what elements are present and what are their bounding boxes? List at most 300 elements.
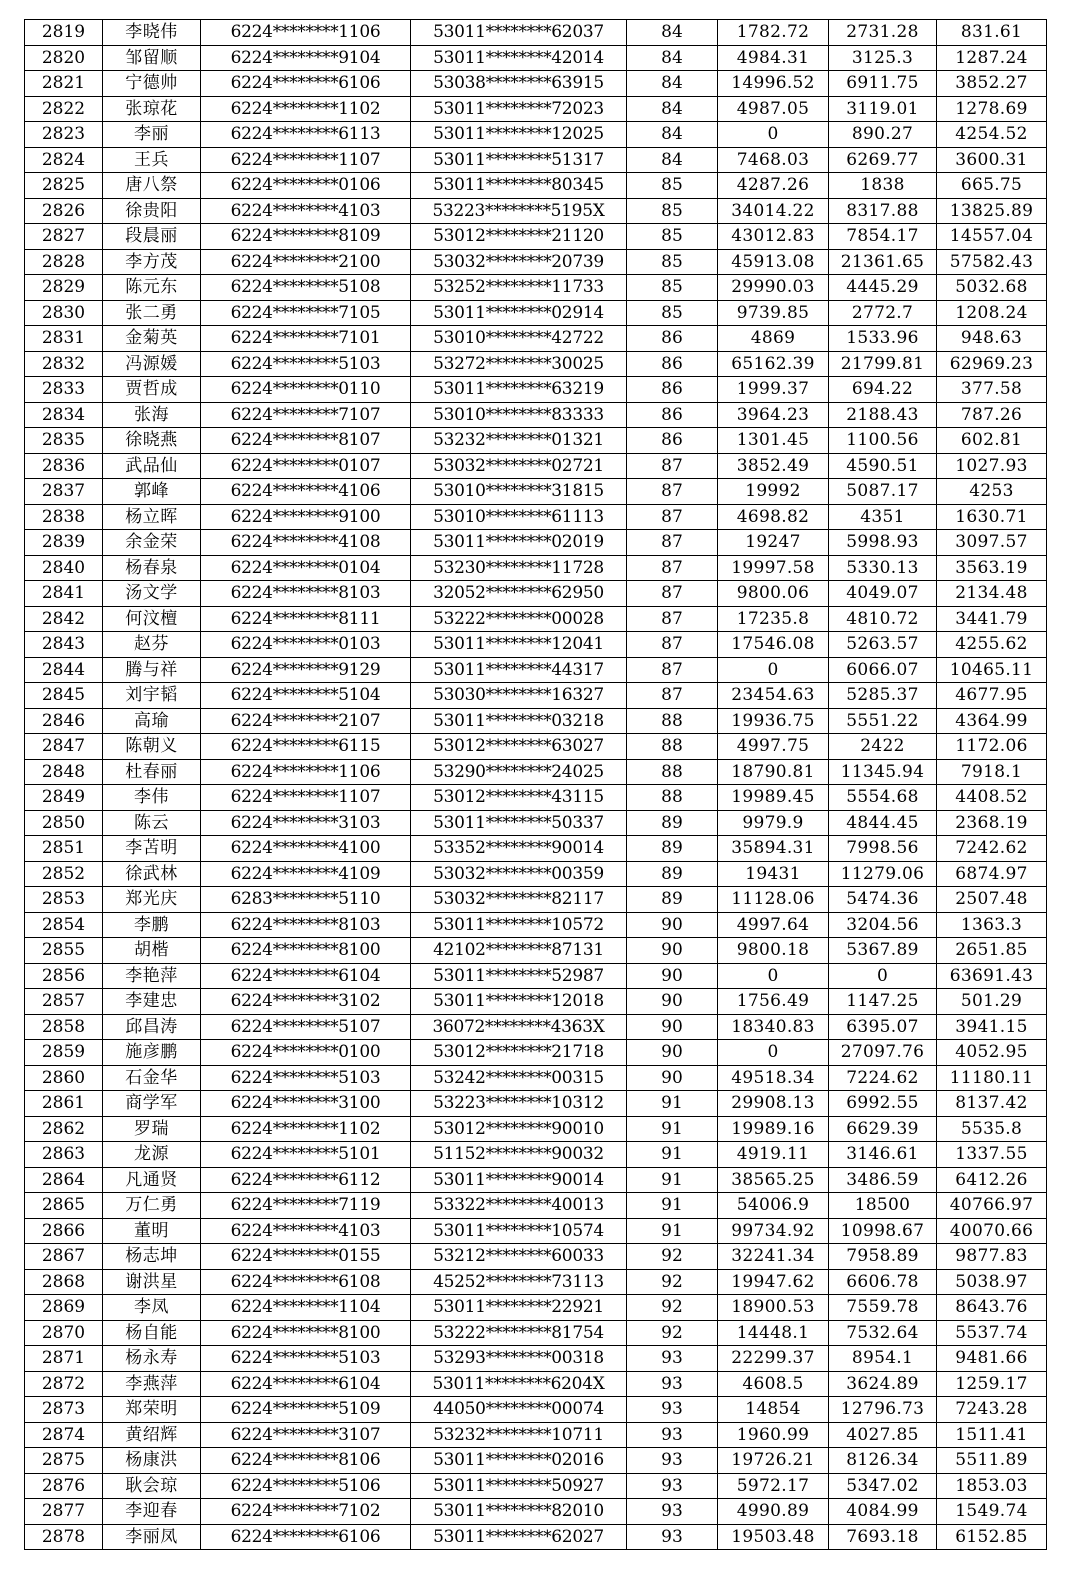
table-row [25,836,1047,862]
amount-2-cell: 6269.77 [829,147,937,173]
amount-3-cell: 6152.85 [937,1524,1047,1550]
name-cell: 武品仙 [103,453,201,479]
score-cell: 84 [627,147,718,173]
table-row [25,734,1047,760]
id-number-cell: 53010********42722 [411,326,627,352]
card-number-cell: 6224********8111 [201,606,411,632]
score-cell: 92 [627,1269,718,1295]
score-cell: 92 [627,1295,718,1321]
id-number-cell: 53011********6204X [411,1371,627,1397]
amount-3-cell: 1208.24 [937,300,1047,326]
id-number-cell: 53290********24025 [411,759,627,785]
score-cell: 85 [627,300,718,326]
amount-2-cell: 6911.75 [829,71,937,97]
table-row [25,1040,1047,1066]
amount-2-cell: 5998.93 [829,530,937,556]
seq-cell: 2853 [25,887,103,913]
name-cell: 陈元东 [103,275,201,301]
seq-cell: 2859 [25,1040,103,1066]
amount-2-cell: 2772.7 [829,300,937,326]
amount-2-cell: 8126.34 [829,1448,937,1474]
amount-2-cell: 1147.25 [829,989,937,1015]
id-number-cell: 53011********63219 [411,377,627,403]
card-number-cell: 6224********5103 [201,351,411,377]
amount-1-cell: 3852.49 [718,453,829,479]
card-number-cell: 6224********0106 [201,173,411,199]
card-number-cell: 6224********4109 [201,861,411,887]
table-row [25,938,1047,964]
card-number-cell: 6224********5107 [201,1014,411,1040]
seq-cell: 2843 [25,632,103,658]
card-number-cell: 6224********6113 [201,122,411,148]
card-number-cell: 6224********1106 [201,759,411,785]
card-number-cell: 6224********7101 [201,326,411,352]
card-number-cell: 6224********5108 [201,275,411,301]
amount-3-cell: 3600.31 [937,147,1047,173]
id-number-cell: 53011********02016 [411,1448,627,1474]
table-row [25,402,1047,428]
table-row [25,708,1047,734]
amount-2-cell: 2731.28 [829,20,937,46]
amount-2-cell: 5263.57 [829,632,937,658]
card-number-cell: 6224********8100 [201,938,411,964]
score-cell: 87 [627,632,718,658]
table-row [25,1295,1047,1321]
table-row [25,785,1047,811]
amount-1-cell: 18790.81 [718,759,829,785]
table-row [25,1448,1047,1474]
amount-3-cell: 1337.55 [937,1142,1047,1168]
score-cell: 86 [627,377,718,403]
amount-3-cell: 7242.62 [937,836,1047,862]
id-number-cell: 53011********22921 [411,1295,627,1321]
amount-3-cell: 8643.76 [937,1295,1047,1321]
seq-cell: 2845 [25,683,103,709]
seq-cell: 2847 [25,734,103,760]
seq-cell: 2849 [25,785,103,811]
amount-1-cell: 4990.89 [718,1499,829,1525]
name-cell: 邱昌涛 [103,1014,201,1040]
name-cell: 商学军 [103,1091,201,1117]
table-row [25,963,1047,989]
name-cell: 陈朝义 [103,734,201,760]
amount-3-cell: 4364.99 [937,708,1047,734]
seq-cell: 2876 [25,1473,103,1499]
amount-1-cell: 14448.1 [718,1320,829,1346]
amount-2-cell: 21799.81 [829,351,937,377]
table-row [25,453,1047,479]
id-number-cell: 53011********44317 [411,657,627,683]
card-number-cell: 6224********1104 [201,1295,411,1321]
table-row [25,479,1047,505]
score-cell: 93 [627,1499,718,1525]
card-number-cell: 6224********4106 [201,479,411,505]
table-row [25,1142,1047,1168]
seq-cell: 2830 [25,300,103,326]
table-row [25,759,1047,785]
amount-3-cell: 5038.97 [937,1269,1047,1295]
score-cell: 93 [627,1448,718,1474]
amount-2-cell: 3624.89 [829,1371,937,1397]
seq-cell: 2874 [25,1422,103,1448]
amount-2-cell: 1533.96 [829,326,937,352]
amount-1-cell: 4608.5 [718,1371,829,1397]
name-cell: 徐武林 [103,861,201,887]
amount-3-cell: 62969.23 [937,351,1047,377]
seq-cell: 2846 [25,708,103,734]
amount-1-cell: 5972.17 [718,1473,829,1499]
table-row [25,683,1047,709]
id-number-cell: 53011********03218 [411,708,627,734]
amount-2-cell: 4810.72 [829,606,937,632]
seq-cell: 2869 [25,1295,103,1321]
seq-cell: 2871 [25,1346,103,1372]
card-number-cell: 6224********6106 [201,1524,411,1550]
card-number-cell: 6224********4100 [201,836,411,862]
score-cell: 90 [627,1040,718,1066]
amount-1-cell: 7468.03 [718,147,829,173]
id-number-cell: 42102********87131 [411,938,627,964]
card-number-cell: 6224********6104 [201,963,411,989]
amount-1-cell: 23454.63 [718,683,829,709]
amount-1-cell: 29908.13 [718,1091,829,1117]
amount-1-cell: 19503.48 [718,1524,829,1550]
amount-1-cell: 9979.9 [718,810,829,836]
card-number-cell: 6224********7119 [201,1193,411,1219]
amount-2-cell: 7958.89 [829,1244,937,1270]
amount-2-cell: 7532.64 [829,1320,937,1346]
table-body [25,20,1047,1550]
id-number-cell: 53012********63027 [411,734,627,760]
score-cell: 87 [627,453,718,479]
score-cell: 91 [627,1142,718,1168]
score-cell: 88 [627,734,718,760]
amount-2-cell: 10998.67 [829,1218,937,1244]
amount-1-cell: 19992 [718,479,829,505]
amount-1-cell: 65162.39 [718,351,829,377]
score-cell: 90 [627,1014,718,1040]
table-row [25,1244,1047,1270]
id-number-cell: 53011********62037 [411,20,627,46]
amount-2-cell: 1838 [829,173,937,199]
table-row [25,606,1047,632]
id-number-cell: 53011********12018 [411,989,627,1015]
table-row [25,581,1047,607]
amount-1-cell: 1999.37 [718,377,829,403]
amount-3-cell: 40070.66 [937,1218,1047,1244]
amount-2-cell: 3204.56 [829,912,937,938]
table-row [25,1269,1047,1295]
amount-1-cell: 4698.82 [718,504,829,530]
amount-2-cell: 694.22 [829,377,937,403]
name-cell: 龙源 [103,1142,201,1168]
id-number-cell: 51152********90032 [411,1142,627,1168]
card-number-cell: 6224********0100 [201,1040,411,1066]
amount-3-cell: 9877.83 [937,1244,1047,1270]
score-cell: 88 [627,759,718,785]
card-number-cell: 6224********1102 [201,96,411,122]
id-number-cell: 53011********02914 [411,300,627,326]
name-cell: 杨自能 [103,1320,201,1346]
amount-3-cell: 9481.66 [937,1346,1047,1372]
score-cell: 87 [627,606,718,632]
amount-3-cell: 10465.11 [937,657,1047,683]
amount-3-cell: 2507.48 [937,887,1047,913]
score-cell: 89 [627,836,718,862]
id-number-cell: 53322********40013 [411,1193,627,1219]
table-row [25,657,1047,683]
seq-cell: 2837 [25,479,103,505]
card-number-cell: 6224********2100 [201,249,411,275]
amount-2-cell: 8954.1 [829,1346,937,1372]
amount-2-cell: 12796.73 [829,1397,937,1423]
id-number-cell: 53011********10572 [411,912,627,938]
name-cell: 凡通贤 [103,1167,201,1193]
amount-3-cell: 2368.19 [937,810,1047,836]
table-row [25,1422,1047,1448]
amount-3-cell: 2134.48 [937,581,1047,607]
name-cell: 黄绍辉 [103,1422,201,1448]
amount-1-cell: 19726.21 [718,1448,829,1474]
card-number-cell: 6224********6112 [201,1167,411,1193]
name-cell: 李建忠 [103,989,201,1015]
id-number-cell: 32052********62950 [411,581,627,607]
name-cell: 李燕萍 [103,1371,201,1397]
amount-3-cell: 4255.62 [937,632,1047,658]
name-cell: 贾哲成 [103,377,201,403]
score-cell: 93 [627,1524,718,1550]
seq-cell: 2867 [25,1244,103,1270]
card-number-cell: 6224********3107 [201,1422,411,1448]
table-row [25,1397,1047,1423]
table-row [25,1091,1047,1117]
amount-1-cell: 4287.26 [718,173,829,199]
card-number-cell: 6224********9104 [201,45,411,71]
table-row [25,147,1047,173]
amount-1-cell: 9800.06 [718,581,829,607]
amount-1-cell: 34014.22 [718,198,829,224]
table-row [25,71,1047,97]
amount-1-cell: 4919.11 [718,1142,829,1168]
id-number-cell: 53011********52987 [411,963,627,989]
name-cell: 王兵 [103,147,201,173]
score-cell: 84 [627,71,718,97]
id-number-cell: 53011********50337 [411,810,627,836]
name-cell: 杜春丽 [103,759,201,785]
name-cell: 何汶檀 [103,606,201,632]
amount-1-cell: 22299.37 [718,1346,829,1372]
table-row [25,249,1047,275]
amount-3-cell: 40766.97 [937,1193,1047,1219]
id-number-cell: 53272********30025 [411,351,627,377]
amount-3-cell: 5032.68 [937,275,1047,301]
id-number-cell: 53011********12041 [411,632,627,658]
name-cell: 余金荣 [103,530,201,556]
amount-3-cell: 948.63 [937,326,1047,352]
table-row [25,989,1047,1015]
name-cell: 郑光庆 [103,887,201,913]
amount-1-cell: 1960.99 [718,1422,829,1448]
table-row [25,45,1047,71]
score-cell: 93 [627,1473,718,1499]
score-cell: 91 [627,1218,718,1244]
score-cell: 88 [627,785,718,811]
seq-cell: 2868 [25,1269,103,1295]
table-row [25,428,1047,454]
amount-1-cell: 0 [718,963,829,989]
amount-3-cell: 1259.17 [937,1371,1047,1397]
id-number-cell: 53011********62027 [411,1524,627,1550]
amount-2-cell: 7224.62 [829,1065,937,1091]
amount-1-cell: 17235.8 [718,606,829,632]
amount-3-cell: 1287.24 [937,45,1047,71]
score-cell: 91 [627,1193,718,1219]
score-cell: 85 [627,173,718,199]
id-number-cell: 53032********20739 [411,249,627,275]
score-cell: 87 [627,683,718,709]
score-cell: 90 [627,989,718,1015]
amount-2-cell: 6395.07 [829,1014,937,1040]
amount-2-cell: 5474.36 [829,887,937,913]
amount-3-cell: 13825.89 [937,198,1047,224]
amount-1-cell: 14996.52 [718,71,829,97]
card-number-cell: 6224********0155 [201,1244,411,1270]
amount-3-cell: 3852.27 [937,71,1047,97]
table-row [25,1014,1047,1040]
score-cell: 87 [627,555,718,581]
id-number-cell: 53223********10312 [411,1091,627,1117]
table-row [25,300,1047,326]
id-number-cell: 53352********90014 [411,836,627,862]
seq-cell: 2870 [25,1320,103,1346]
amount-1-cell: 4997.75 [718,734,829,760]
amount-2-cell: 2422 [829,734,937,760]
seq-cell: 2822 [25,96,103,122]
name-cell: 杨立晖 [103,504,201,530]
id-number-cell: 53032********00359 [411,861,627,887]
seq-cell: 2836 [25,453,103,479]
card-number-cell: 6224********4103 [201,198,411,224]
score-cell: 85 [627,249,718,275]
amount-3-cell: 3563.19 [937,555,1047,581]
amount-2-cell: 0 [829,963,937,989]
seq-cell: 2832 [25,351,103,377]
name-cell: 李晓伟 [103,20,201,46]
table-row [25,1320,1047,1346]
amount-1-cell: 19989.16 [718,1116,829,1142]
amount-2-cell: 11279.06 [829,861,937,887]
score-cell: 93 [627,1422,718,1448]
table-row [25,173,1047,199]
score-cell: 87 [627,530,718,556]
seq-cell: 2872 [25,1371,103,1397]
score-cell: 89 [627,887,718,913]
amount-2-cell: 11345.94 [829,759,937,785]
score-cell: 91 [627,1116,718,1142]
seq-cell: 2862 [25,1116,103,1142]
amount-1-cell: 19947.62 [718,1269,829,1295]
amount-1-cell: 99734.92 [718,1218,829,1244]
name-cell: 徐晓燕 [103,428,201,454]
id-number-cell: 53252********11733 [411,275,627,301]
name-cell: 李艳萍 [103,963,201,989]
name-cell: 腾与祥 [103,657,201,683]
table-row [25,1193,1047,1219]
id-number-cell: 53030********16327 [411,683,627,709]
seq-cell: 2851 [25,836,103,862]
amount-1-cell: 19936.75 [718,708,829,734]
amount-3-cell: 5535.8 [937,1116,1047,1142]
table-row [25,275,1047,301]
amount-2-cell: 6992.55 [829,1091,937,1117]
name-cell: 李丽凤 [103,1524,201,1550]
amount-2-cell: 3486.59 [829,1167,937,1193]
amount-2-cell: 27097.76 [829,1040,937,1066]
amount-1-cell: 17546.08 [718,632,829,658]
seq-cell: 2848 [25,759,103,785]
amount-1-cell: 3964.23 [718,402,829,428]
score-cell: 90 [627,963,718,989]
table-row [25,1473,1047,1499]
amount-2-cell: 5285.37 [829,683,937,709]
amount-3-cell: 1172.06 [937,734,1047,760]
card-number-cell: 6224********8103 [201,581,411,607]
amount-3-cell: 5537.74 [937,1320,1047,1346]
table-row [25,1065,1047,1091]
seq-cell: 2840 [25,555,103,581]
seq-cell: 2835 [25,428,103,454]
seq-cell: 2850 [25,810,103,836]
amount-1-cell: 54006.9 [718,1193,829,1219]
card-number-cell: 6224********8109 [201,224,411,250]
id-number-cell: 53012********43115 [411,785,627,811]
seq-cell: 2858 [25,1014,103,1040]
amount-3-cell: 377.58 [937,377,1047,403]
name-cell: 李丽 [103,122,201,148]
seq-cell: 2852 [25,861,103,887]
score-cell: 92 [627,1320,718,1346]
amount-2-cell: 7854.17 [829,224,937,250]
seq-cell: 2855 [25,938,103,964]
amount-1-cell: 29990.03 [718,275,829,301]
amount-1-cell: 19431 [718,861,829,887]
seq-cell: 2828 [25,249,103,275]
seq-cell: 2866 [25,1218,103,1244]
score-cell: 90 [627,1065,718,1091]
table-row [25,326,1047,352]
id-number-cell: 53242********00315 [411,1065,627,1091]
id-number-cell: 53223********5195X [411,198,627,224]
amount-3-cell: 2651.85 [937,938,1047,964]
amount-2-cell: 6066.07 [829,657,937,683]
amount-3-cell: 7918.1 [937,759,1047,785]
amount-3-cell: 1511.41 [937,1422,1047,1448]
amount-3-cell: 602.81 [937,428,1047,454]
card-number-cell: 6224********6104 [201,1371,411,1397]
table-row [25,1116,1047,1142]
table-row [25,1371,1047,1397]
card-number-cell: 6224********4103 [201,1218,411,1244]
amount-1-cell: 4869 [718,326,829,352]
seq-cell: 2875 [25,1448,103,1474]
seq-cell: 2829 [25,275,103,301]
amount-2-cell: 18500 [829,1193,937,1219]
table-row [25,1167,1047,1193]
score-cell: 86 [627,402,718,428]
id-number-cell: 53012********21718 [411,1040,627,1066]
card-number-cell: 6224********9129 [201,657,411,683]
table-row [25,555,1047,581]
